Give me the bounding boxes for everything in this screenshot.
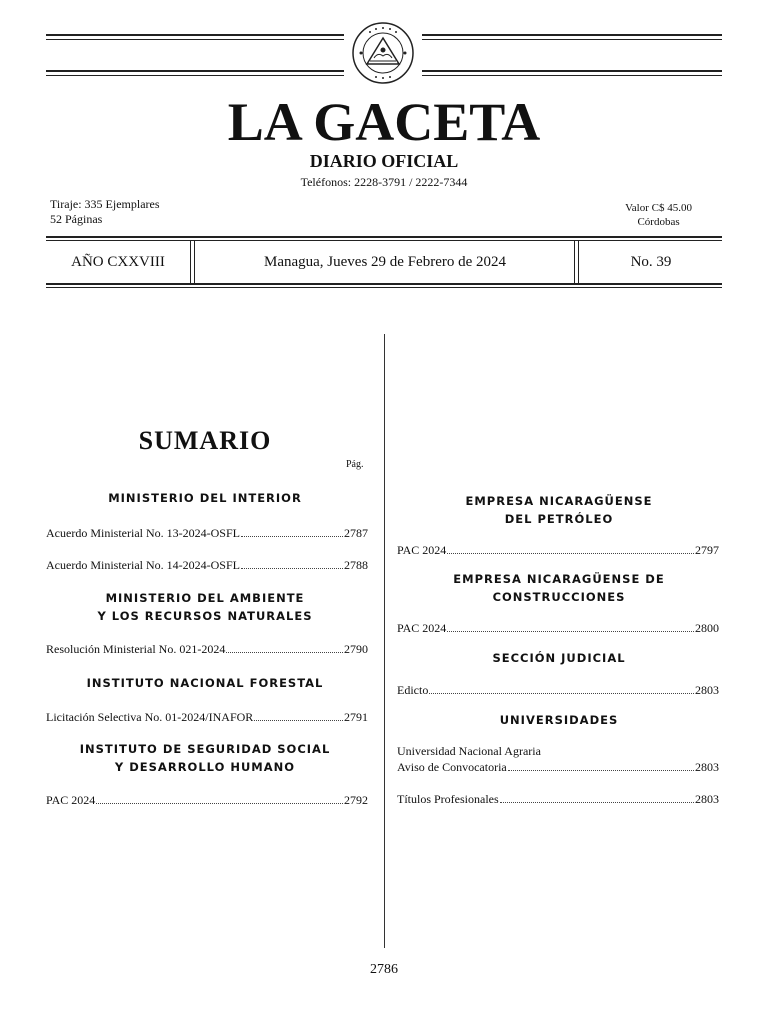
section-line: Y LOS RECURSOS NATURALES [97,609,313,623]
section-line: CONSTRUCCIONES [492,590,626,604]
dot-leader [226,642,343,653]
edition-year: AÑO CXXVIII [71,254,165,270]
bar-rule-top-thin [46,240,722,241]
dot-leader [500,792,694,803]
toc-entry-title: PAC 2024 [397,543,447,557]
masthead-rule-top-right [422,34,722,36]
section-line: INSTITUTO DE SEGURIDAD SOCIAL [79,742,331,756]
section-seguridad-social [40,740,370,776]
masthead-rule-top-left [46,34,344,36]
masthead-rule-mid-right [422,70,722,72]
bar-rule-top [46,236,722,238]
bar-divider-1a [190,240,191,284]
masthead-rule-top-right-thin [422,39,722,40]
toc-entry-page: 2803 [695,683,719,697]
toc-entry[interactable] [397,759,719,775]
dot-leader [447,543,694,554]
tiraje-text: Tiraje: 335 Ejemplares [50,197,160,211]
toc-entry-title: Títulos Profesionales [397,792,499,806]
toc-entry-page: 2788 [344,558,368,572]
masthead-rule-mid-left-thin [46,75,344,76]
print-run-info [50,197,160,227]
nicaragua-seal-icon [348,18,418,88]
sumario-heading: SUMARIO [138,426,272,455]
toc-entry-page: 2803 [695,760,719,774]
place-date: Managua, Jueves 29 de Febrero de 2024 [263,254,506,270]
masthead-rule-mid-right-thin [422,75,722,76]
dot-leader [96,793,343,804]
newspaper-subtitle: DIARIO OFICIAL [309,151,459,171]
dot-leader [508,760,694,771]
dot-leader [447,621,694,632]
masthead-rule-mid-left [46,70,344,72]
section-universidades: UNIVERSIDADES [499,713,619,727]
toc-entry[interactable] [397,682,719,698]
currency-label: Córdobas [637,216,680,228]
toc-entry[interactable] [397,791,719,807]
toc-entry-title: PAC 2024 [46,793,96,807]
toc-entry-title: Licitación Selectiva No. 01-2024/INAFOR [46,710,254,724]
toc-entry-page: 2797 [695,543,719,557]
bar-divider-2b [578,240,579,284]
dot-leader [429,683,694,694]
section-line: EMPRESA NICARAGÜENSE [465,494,653,508]
pages-count: 52 Páginas [50,212,103,226]
toc-entry-page: 2803 [695,792,719,806]
toc-entry-page: 2791 [344,710,368,724]
toc-entry[interactable] [46,641,368,657]
section-ministerio-interior: MINISTERIO DEL INTERIOR [108,491,302,505]
page-column-label: Pág. [346,459,364,470]
toc-entry-title: Aviso de Convocatoria [397,760,507,774]
toc-entry-title: Resolución Ministerial No. 021-2024 [46,642,226,656]
university-name: Universidad Nacional Agraria [397,744,541,758]
toc-entry[interactable] [46,709,368,725]
toc-entry-title: Edicto [397,683,429,697]
toc-entry-title: PAC 2024 [397,621,447,635]
toc-entry-page: 2792 [344,793,368,807]
toc-entry-title: Acuerdo Ministerial No. 14-2024-OSFL [46,558,240,572]
price-info [625,201,692,229]
toc-entry[interactable] [46,557,368,573]
toc-entry[interactable] [397,620,719,636]
bar-divider-1b [194,240,195,284]
toc-entry-page: 2790 [344,642,368,656]
toc-entry-page: 2787 [344,526,368,540]
section-line: MINISTERIO DEL AMBIENTE [105,591,305,605]
bar-rule-bottom [46,283,722,285]
section-line: DEL PETRÓLEO [504,512,614,526]
toc-entry-title: Acuerdo Ministerial No. 13-2024-OSFL [46,526,240,540]
section-ministerio-ambiente [40,589,370,625]
section-judicial: SECCIÓN JUDICIAL [492,651,626,665]
issue-number: No. 39 [630,254,672,270]
price-value: Valor C$ 45.00 [625,202,692,214]
section-line: EMPRESA NICARAGÜENSE DE [453,572,665,586]
section-petroleo [400,492,718,528]
dot-leader [254,710,343,721]
section-line: Y DESARROLLO HUMANO [114,760,296,774]
section-instituto-forestal: INSTITUTO NACIONAL FORESTAL [86,676,324,690]
newspaper-title: LA GACETA [227,92,541,152]
column-divider [384,334,385,948]
page-number: 2786 [370,962,398,977]
toc-entry[interactable] [46,525,368,541]
toc-entry[interactable] [397,542,719,558]
bar-rule-bottom-thin [46,287,722,288]
phone-numbers: Teléfonos: 2228-3791 / 2222-7344 [300,175,468,189]
dot-leader [241,526,343,537]
bar-divider-2a [574,240,575,284]
masthead-rule-top-left-thin [46,39,344,40]
section-construcciones [400,570,718,606]
toc-entry-page: 2800 [695,621,719,635]
dot-leader [241,558,343,569]
toc-entry[interactable] [46,792,368,808]
